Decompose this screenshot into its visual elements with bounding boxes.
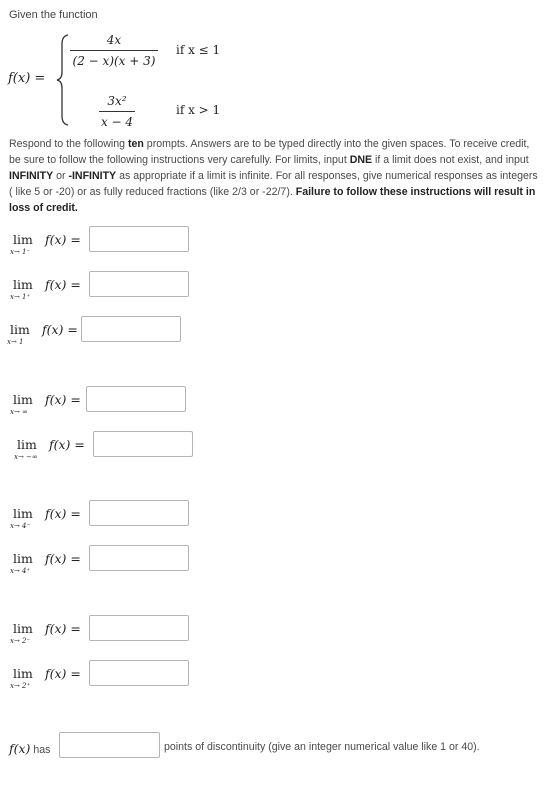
lim-subscript: x→ ∞: [10, 408, 28, 416]
instr-part: if a limit does not exist, and input: [372, 154, 529, 166]
discontinuity-has: has: [30, 744, 51, 756]
discontinuity-suffix: points of discontinuity (give an integer numerical value like 1 or 40).: [164, 741, 480, 753]
limit-6-answer-input[interactable]: [89, 500, 189, 526]
piece1-fraction: [70, 33, 158, 68]
piece2-denominator: x − 4: [100, 115, 134, 129]
lim-word: lim: [13, 506, 33, 521]
lim-subscript: x→ 4⁺: [10, 567, 31, 575]
piece2-numerator: 3x²: [107, 94, 127, 108]
limit-1-answer-input[interactable]: [89, 226, 189, 252]
instr-part: prompts. Answers are to be typed directly into the given spaces. To receive credit, be sure to follow the following instructions very carefully. For limits, input: [9, 138, 530, 166]
lim-word: lim: [13, 232, 33, 247]
lim-word: lim: [10, 322, 30, 337]
left-brace: [56, 34, 70, 126]
function-lhs: f(x) =: [8, 71, 46, 86]
lim-expression: f(x) =: [45, 392, 81, 407]
limit-2-answer-input[interactable]: [89, 271, 189, 297]
limit-8-answer-input[interactable]: [89, 615, 189, 641]
instr-failure-warning: Failure to follow these instructions will result in loss of credit.: [9, 186, 536, 214]
discontinuity-fx: f(x): [9, 741, 31, 756]
limit-3-answer-input[interactable]: [81, 316, 181, 342]
lim-word: lim: [13, 551, 33, 566]
lim-expression: f(x) =: [45, 551, 81, 566]
limit-5-answer-input[interactable]: [93, 431, 193, 457]
lim-subscript: x→ 1⁻: [10, 248, 31, 256]
lim-expression: f(x) =: [49, 437, 85, 452]
lim-word: lim: [13, 666, 33, 681]
piece1-condition: if x ≤ 1: [176, 43, 221, 57]
limit-4-answer-input[interactable]: [86, 386, 186, 412]
lim-word: lim: [13, 621, 33, 636]
instr-part: Respond to the following: [9, 138, 128, 150]
lim-subscript: x→ 2⁻: [10, 637, 31, 645]
instr-dne: DNE: [349, 154, 373, 166]
lim-expression: f(x) =: [45, 666, 81, 681]
instructions-paragraph: [9, 136, 539, 216]
instr-infinity: INFINITY: [9, 170, 54, 182]
lim-subscript: x→ 1⁺: [10, 293, 31, 301]
limit-9-answer-input[interactable]: [89, 660, 189, 686]
instr-neg-infinity: -INFINITY: [68, 170, 117, 182]
lim-expression: f(x) =: [45, 621, 81, 636]
lim-expression: f(x) =: [45, 506, 81, 521]
lim-word: lim: [13, 392, 33, 407]
piece2-condition: if x > 1: [176, 103, 221, 117]
discontinuity-prefix: [9, 740, 50, 758]
lim-subscript: x→ 2⁺: [10, 682, 31, 690]
lim-subscript: x→ 1: [7, 338, 24, 346]
instr-part: as appropriate if a limit is infinite. For all responses, give numerical responses as integers ( like 5 or -20) or as fully reduced fractions (like 2/3 or -22/7).: [9, 170, 538, 198]
instr-part: or: [53, 170, 69, 182]
discontinuity-answer-input[interactable]: [59, 732, 160, 758]
limit-7-answer-input[interactable]: [89, 545, 189, 571]
lim-word: lim: [17, 437, 37, 452]
lim-expression: f(x) =: [42, 322, 78, 337]
piece1-numerator: 4x: [106, 33, 122, 47]
piece2-fraction: [99, 94, 135, 129]
piece1-denominator: (2 − x)(x + 3): [72, 54, 156, 68]
intro-text: Given the function: [9, 9, 98, 21]
instr-ten: ten: [127, 138, 144, 150]
lim-expression: f(x) =: [45, 277, 81, 292]
lim-subscript: x→ −∞: [14, 453, 38, 461]
lim-expression: f(x) =: [45, 232, 81, 247]
lim-word: lim: [13, 277, 33, 292]
lim-subscript: x→ 4⁻: [10, 522, 31, 530]
